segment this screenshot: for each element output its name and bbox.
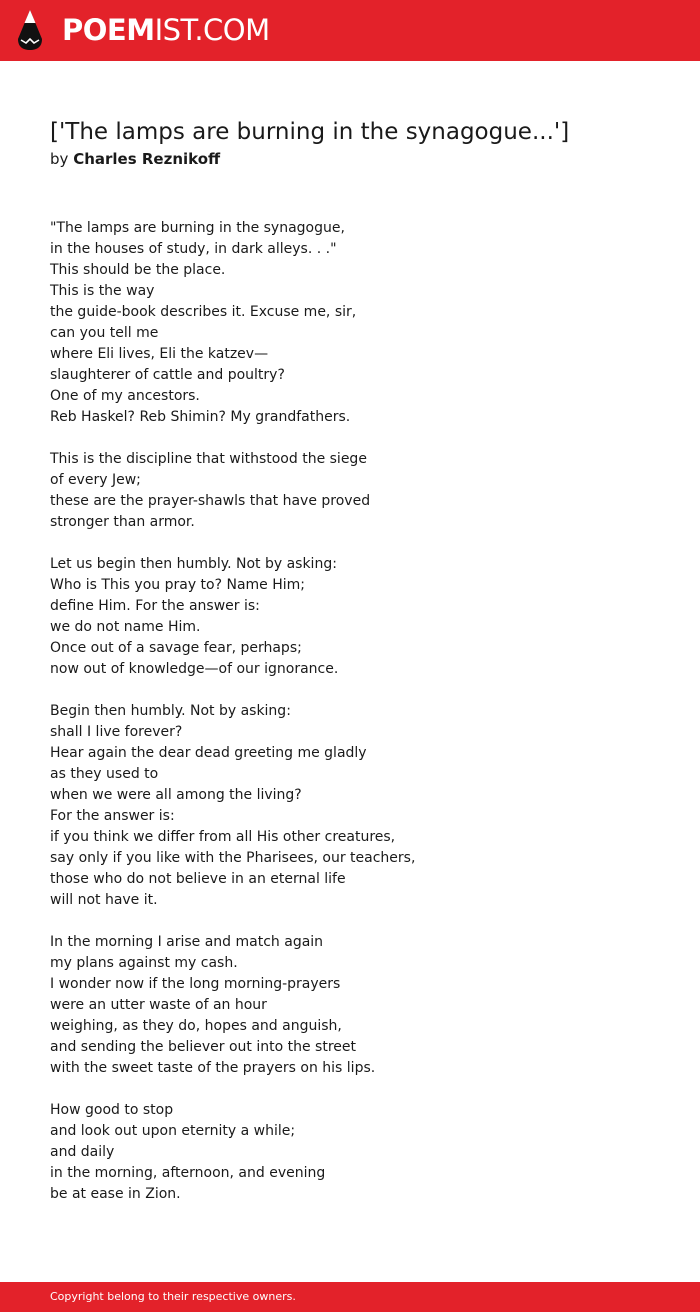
poem-line: in the houses of study, in dark alleys. . ."	[50, 241, 337, 257]
poem-line: Reb Haskel? Reb Shimin? My grandfathers.	[50, 409, 351, 425]
poem-line: in the morning, afternoon, and evening	[50, 1165, 326, 1181]
poem-line: In the morning I arise and match again	[50, 934, 324, 950]
poem-line: shall I live forever?	[50, 724, 183, 740]
poem-line: "The lamps are burning in the synagogue,	[50, 220, 345, 236]
poem-line: where Eli lives, Eli the katzev—	[50, 346, 269, 362]
poem-title: ['The lamps are burning in the synagogue...']	[50, 119, 570, 145]
byline-label: by	[50, 150, 69, 168]
poem-stanza	[50, 554, 650, 680]
site-header	[0, 0, 700, 61]
poem-line: One of my ancestors.	[50, 388, 200, 404]
poem-line: For the answer is:	[50, 808, 175, 824]
poem-stanza	[50, 932, 650, 1079]
poem-line: I wonder now if the long morning-prayers	[50, 976, 341, 992]
poem-line: and sending the believer out into the street	[50, 1039, 356, 1055]
logo-text-light: IST.COM	[154, 13, 270, 47]
site-footer	[0, 1282, 700, 1312]
poem-line: as they used to	[50, 766, 159, 782]
poem-author[interactable]: Charles Reznikoff	[73, 150, 221, 168]
poem-line: This should be the place.	[50, 262, 226, 278]
pencil-icon[interactable]	[17, 9, 43, 51]
poem-line: and look out upon eternity a while;	[50, 1123, 296, 1139]
poem-line: those who do not believe in an eternal life	[50, 871, 346, 887]
poem-body	[50, 218, 650, 1226]
poem-line: This is the discipline that withstood the siege	[50, 451, 367, 467]
poem-line: will not have it.	[50, 892, 158, 908]
poem-line: with the sweet taste of the prayers on his lips.	[50, 1060, 376, 1076]
poem-stanza	[50, 218, 650, 428]
poem-line: the guide-book describes it. Excuse me, sir,	[50, 304, 357, 320]
logo-text-bold: POEM	[62, 13, 155, 47]
poem-line: can you tell me	[50, 325, 159, 341]
poem-line: say only if you like with the Pharisees, our teachers,	[50, 850, 416, 866]
poem-line: How good to stop	[50, 1102, 174, 1118]
poem-line: we do not name Him.	[50, 619, 201, 635]
poem-line: This is the way	[50, 283, 155, 299]
poem-stanza	[50, 701, 650, 911]
poem-line: weighing, as they do, hopes and anguish,	[50, 1018, 342, 1034]
poem-line: were an utter waste of an hour	[50, 997, 267, 1013]
poem-line: and daily	[50, 1144, 115, 1160]
poem-line: these are the prayer-shawls that have proved	[50, 493, 371, 509]
poem-line: slaughterer of cattle and poultry?	[50, 367, 285, 383]
poem-line: Let us begin then humbly. Not by asking:	[50, 556, 337, 572]
poem-line: of every Jew;	[50, 472, 141, 488]
poem-line: when we were all among the living?	[50, 787, 302, 803]
poem-line: define Him. For the answer is:	[50, 598, 260, 614]
poem-line: now out of knowledge—of our ignorance.	[50, 661, 339, 677]
poem-line: if you think we differ from all His other creatures,	[50, 829, 396, 845]
poem-line: Who is This you pray to? Name Him;	[50, 577, 306, 593]
poem-line: be at ease in Zion.	[50, 1186, 181, 1202]
poem-line: stronger than armor.	[50, 514, 195, 530]
site-logo[interactable]	[62, 12, 270, 48]
poem-line: Once out of a savage fear, perhaps;	[50, 640, 302, 656]
poem-line: Hear again the dear dead greeting me gladly	[50, 745, 367, 761]
poem-line: Begin then humbly. Not by asking:	[50, 703, 291, 719]
poem-byline	[50, 148, 220, 170]
poem-line: my plans against my cash.	[50, 955, 238, 971]
poem-stanza	[50, 1100, 650, 1205]
poem-stanza	[50, 449, 650, 533]
copyright-notice: Copyright belong to their respective owners.	[50, 1290, 296, 1303]
